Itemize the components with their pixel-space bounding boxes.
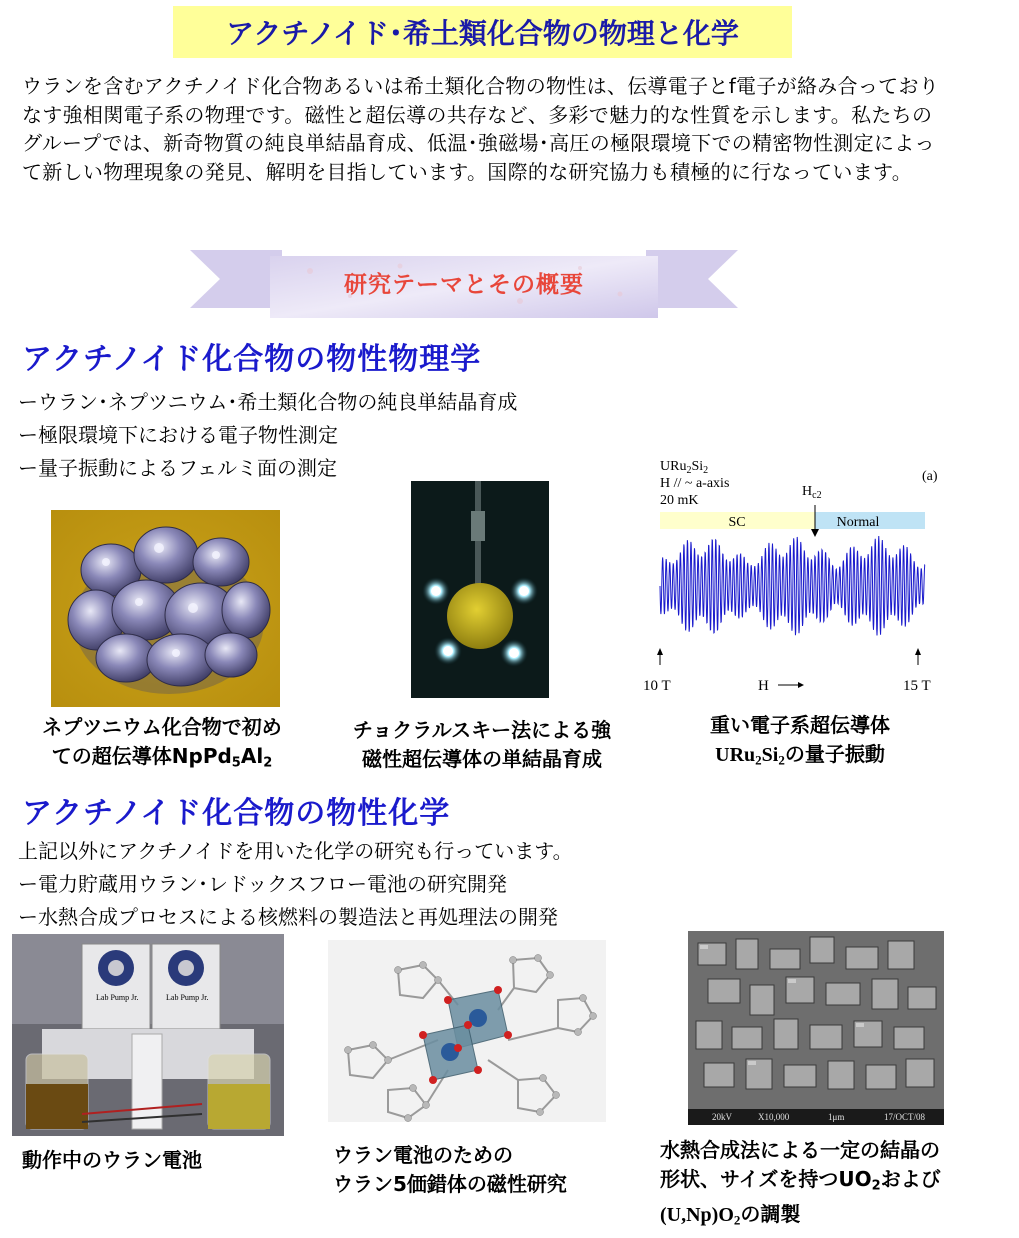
chemistry-bullet: 上記以外にアクチノイドを用いた化学の研究も行っています。 bbox=[18, 839, 573, 863]
chemistry-bullet-list bbox=[18, 835, 573, 934]
start-arrow-head bbox=[657, 648, 663, 655]
oscillation-caption: 重い電子系超伝導体 $URu_2Si_2$の量子振動 bbox=[710, 713, 890, 768]
sem-magnification: X10,000 bbox=[758, 1112, 790, 1122]
x-axis-h-label: H bbox=[758, 678, 769, 694]
normal-label: Normal bbox=[836, 515, 880, 530]
physics-bullet: ー極限環境下における電子物性測定 bbox=[18, 423, 338, 447]
physics-bullet-list bbox=[18, 386, 517, 485]
graph-field-direction: H // ~ a-axis bbox=[660, 476, 730, 491]
physics-bullet: ーウラン･ネプツニウム･希土類化合物の純良単結晶育成 bbox=[18, 390, 518, 414]
page-title: アクチノイド･希土類化合物の物理と化学 bbox=[226, 17, 739, 50]
chemistry-bullet: ー電力貯蔵用ウラン･レドックスフロー電池の研究開発 bbox=[18, 872, 507, 896]
sc-label: SC bbox=[728, 515, 746, 530]
sem-scale: 1μm bbox=[828, 1112, 845, 1122]
x-axis-end-label: 15 T bbox=[903, 678, 931, 694]
graph-panel-label: (a) bbox=[922, 469, 938, 484]
sem-caption: 水熱合成法による一定の結晶の 形状、サイズを持つ$UO_2$および $(U,Np)O_2$の調製 bbox=[660, 1138, 941, 1228]
czochralski-caption: チョクラルスキー法による強 磁性超伝導体の単結晶育成 bbox=[352, 718, 612, 771]
intro-paragraph: ウランを含むアクチノイド化合物あるいは希土類化合物の物性は、伝導電子とf電子が絡み合っておりなす強相関電子系の物理です。磁性と超伝導の共存など、多彩で魅力的な性質を示します。私たちのグループでは、新奇物質の純良単結晶育成、低温･強磁場･高圧の極限環境下での精密物性測定によって新しい物理現象の発見、解明を目指しています。国際的な研究協力も積極的に行なっています。 bbox=[22, 74, 940, 184]
graph-compound: $URu_2Si_2$ bbox=[660, 459, 709, 476]
page-title-box bbox=[173, 6, 792, 58]
physics-bullet: ー量子振動によるフェルミ面の測定 bbox=[18, 456, 337, 480]
czochralski-photo bbox=[411, 481, 549, 698]
x-axis-arrow-head bbox=[798, 682, 804, 688]
chemistry-heading: アクチノイド化合物の物性化学 bbox=[22, 796, 451, 831]
chemistry-bullet: ー水熱合成プロセスによる核燃料の製造法と再処理法の開発 bbox=[18, 905, 558, 929]
graph-hc2-label: $H_{c2}$ bbox=[802, 484, 822, 501]
uranium-complex-structure bbox=[328, 940, 606, 1122]
sem-date: 17/OCT/08 bbox=[884, 1112, 926, 1122]
battery-caption: 動作中のウラン電池 bbox=[22, 1148, 202, 1172]
crystal-photo bbox=[51, 510, 280, 707]
ribbon-label: 研究テーマとその概要 bbox=[344, 272, 584, 298]
uranium-battery-photo bbox=[12, 934, 284, 1136]
graph-temperature: 20 mK bbox=[660, 493, 699, 508]
quantum-oscillation-graph bbox=[640, 455, 945, 700]
complex-caption: ウラン電池のための ウラン5価錯体の磁性研究 bbox=[333, 1143, 567, 1196]
pump-brand-label: Lab Pump Jr. bbox=[96, 993, 139, 1002]
pump-brand-label: Lab Pump Jr. bbox=[166, 993, 209, 1002]
physics-heading: アクチノイド化合物の物性物理学 bbox=[22, 342, 482, 377]
end-arrow-head bbox=[915, 648, 921, 655]
x-axis-start-label: 10 T bbox=[643, 678, 671, 694]
sem-micrograph bbox=[688, 931, 944, 1125]
oscillation-trace bbox=[660, 536, 925, 635]
crystal-caption: ネプツニウム化合物で初め ての超伝導体$NpPd_5Al_2$ bbox=[42, 715, 282, 771]
sem-voltage: 20kV bbox=[712, 1112, 732, 1122]
hc2-arrow-head bbox=[811, 529, 819, 537]
